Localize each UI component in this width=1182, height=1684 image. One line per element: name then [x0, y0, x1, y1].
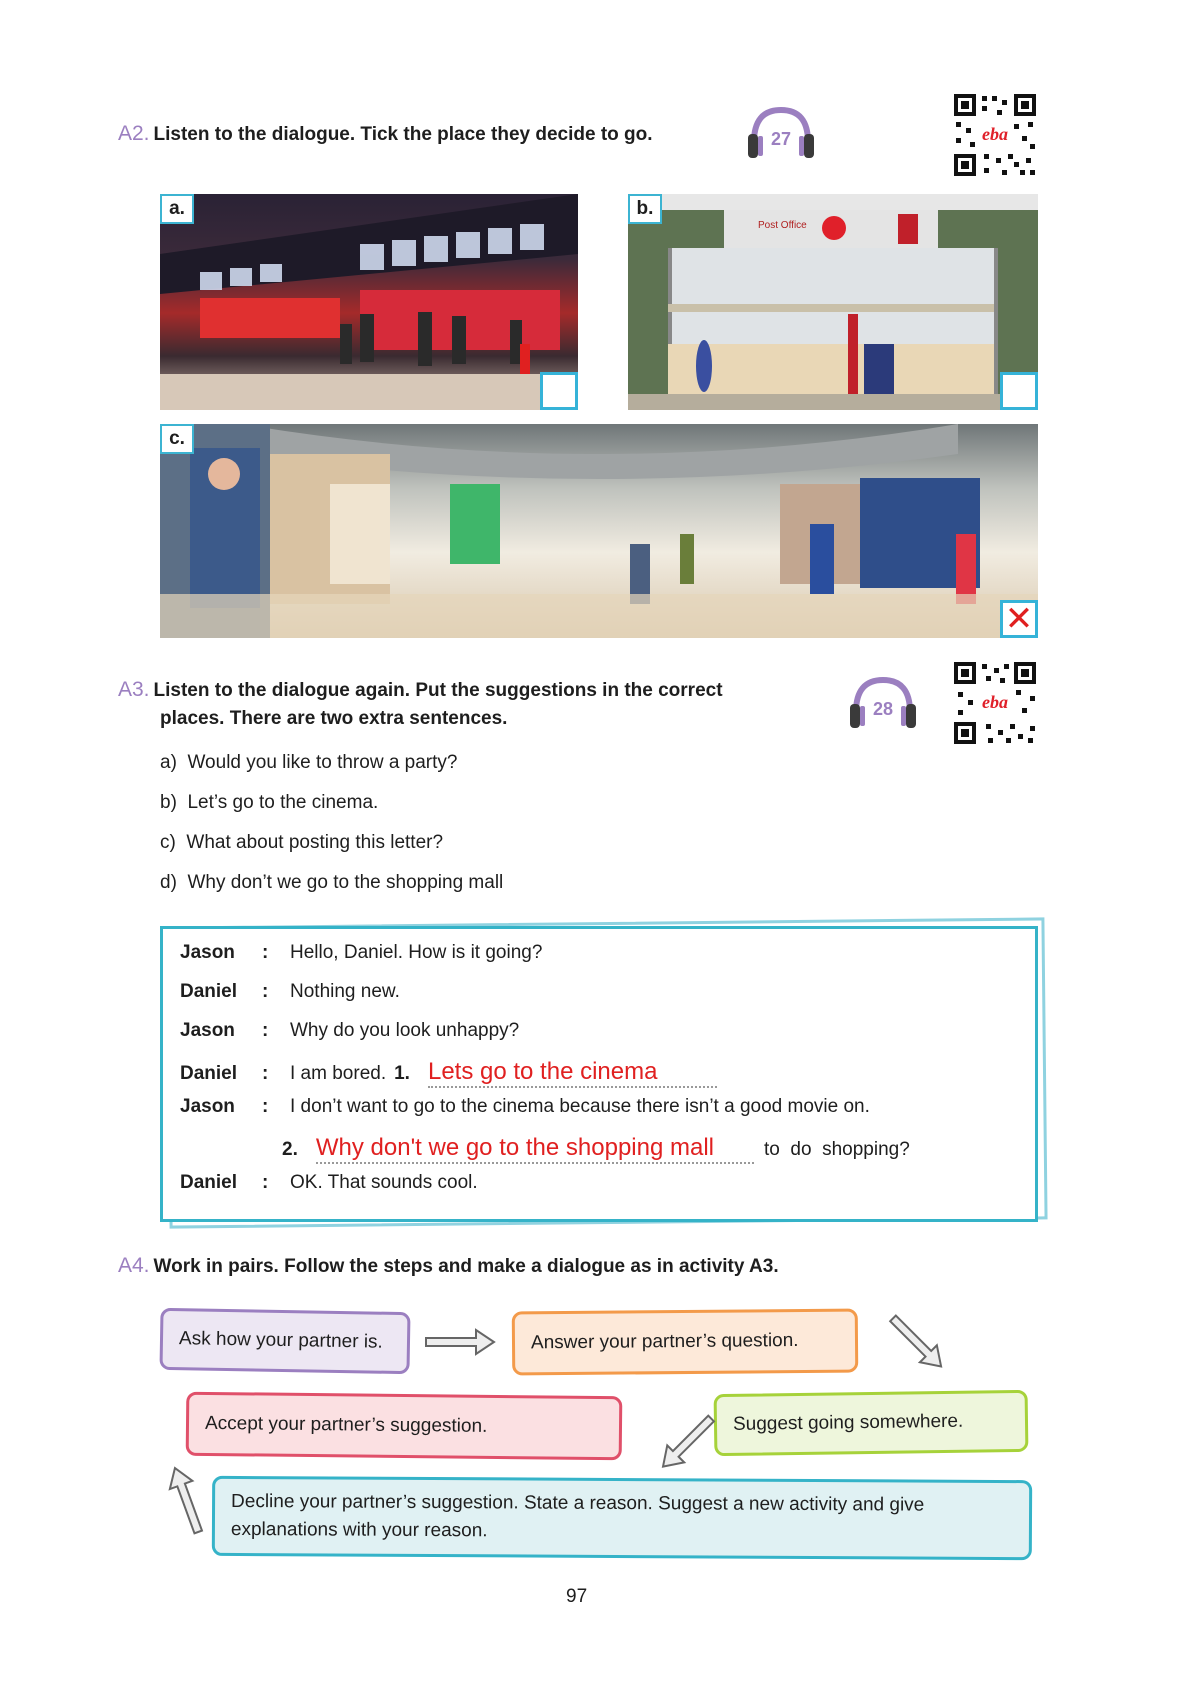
step-ask-partner: [159, 1308, 410, 1374]
dialogue-text: OK. That sounds cool.: [290, 1172, 478, 1193]
option-text: What about posting this letter?: [186, 832, 444, 853]
speaker-name: Jason: [180, 1096, 235, 1117]
dialogue-line-1: [180, 942, 542, 964]
dialogue-line-3: [180, 1020, 519, 1042]
arrow-right-icon: [424, 1326, 496, 1361]
a4-title: Work in pairs. Follow the steps and make a dialogue as in activity A3.: [153, 1256, 779, 1277]
option-c: [160, 832, 443, 854]
headphones-icon[interactable]: [846, 674, 920, 734]
option-d: [160, 872, 503, 894]
a2-label: A2.: [118, 122, 150, 145]
option-b: [160, 792, 378, 814]
option-text: Why don’t we go to the shopping mall: [187, 872, 504, 893]
eba-logo: eba: [976, 122, 1014, 146]
step-text: Answer your partner’s question.: [530, 1330, 799, 1354]
colon: :: [262, 981, 269, 1002]
option-letter: c): [160, 832, 176, 853]
colon: :: [262, 942, 269, 963]
tick-box-a[interactable]: [540, 372, 578, 410]
step-suggest-going: [714, 1390, 1029, 1456]
a4-label: A4.: [118, 1254, 150, 1277]
dialogue-line-6: [282, 1134, 910, 1164]
a2-title: Listen to the dialogue. Tick the place they decide to go.: [153, 124, 653, 145]
blank-number: 2.: [282, 1139, 298, 1160]
option-text: Let’s go to the cinema.: [187, 792, 379, 813]
arrow-down-left-icon: [648, 1404, 724, 1480]
qr-code-icon[interactable]: [952, 92, 1038, 178]
qr-code-icon[interactable]: [952, 660, 1038, 746]
track-number: 28: [872, 699, 894, 719]
step-answer-question: [512, 1308, 859, 1375]
tick-box-b[interactable]: [1000, 372, 1038, 410]
dialogue-text: Why do you look unhappy?: [290, 1020, 520, 1041]
speaker-name: Daniel: [180, 1172, 238, 1193]
step-text: Accept your partner’s suggestion.: [204, 1412, 488, 1437]
option-letter: a): [160, 752, 177, 773]
photo-a-label: a.: [160, 194, 194, 224]
speaker-name: Daniel: [180, 1063, 238, 1084]
step-text: Decline your partner’s suggestion. State a reason. Suggest a new activity and give: [231, 1490, 925, 1516]
option-a: [160, 752, 457, 774]
dialogue-text: I don’t want to go to the cinema because there isn’t a good movie on.: [290, 1096, 870, 1117]
dialogue-text: Hello, Daniel. How is it going?: [290, 942, 543, 963]
speaker-name: Jason: [180, 942, 235, 963]
dialogue-line-2: [180, 981, 400, 1003]
photo-b-post-office: [628, 194, 1038, 410]
dialogue-line-5: [180, 1096, 870, 1118]
dialogue-line-7: [180, 1172, 478, 1194]
dialogue-text: to do shopping?: [764, 1139, 910, 1160]
a3-label: A3.: [118, 678, 150, 701]
dialogue-text: I am bored.: [290, 1063, 387, 1084]
cross-mark-icon: ✕: [1004, 600, 1034, 638]
option-letter: b): [160, 792, 177, 813]
a3-heading: [118, 678, 723, 702]
arrow-down-right-icon: [878, 1306, 954, 1382]
step-accept-suggestion: [186, 1392, 623, 1461]
eba-logo: eba: [976, 690, 1014, 714]
option-letter: d): [160, 872, 177, 893]
step-text: Suggest going somewhere.: [732, 1410, 964, 1435]
answer-field-1[interactable]: Lets go to the cinema: [428, 1058, 717, 1088]
colon: :: [262, 1096, 269, 1117]
blank-number: 1.: [394, 1063, 410, 1084]
photo-a-cinema: [160, 194, 578, 410]
dialogue-text: Nothing new.: [290, 981, 400, 1002]
colon: :: [262, 1063, 269, 1084]
a3-title-line2: places. There are two extra sentences.: [160, 708, 508, 729]
step-decline-suggestion: [212, 1476, 1032, 1560]
headphones-icon[interactable]: [744, 104, 818, 164]
post-office-sign: Post Office: [758, 220, 807, 231]
arrow-up-icon: [159, 1460, 217, 1540]
photo-c-shopping-mall: [160, 424, 1038, 638]
colon: :: [262, 1172, 269, 1193]
step-text: Ask how your partner is.: [178, 1328, 383, 1353]
page-number: 97: [566, 1586, 588, 1607]
speaker-name: Daniel: [180, 981, 238, 1002]
dialogue-line-4: [180, 1058, 717, 1088]
option-text: Would you like to throw a party?: [187, 752, 458, 773]
colon: :: [262, 1020, 269, 1041]
a3-title-line1: Listen to the dialogue again. Put the suggestions in the correct: [153, 680, 723, 701]
photo-c-label: c.: [160, 424, 194, 454]
a4-heading: [118, 1254, 779, 1278]
speaker-name: Jason: [180, 1020, 235, 1041]
tick-box-c[interactable]: [1000, 600, 1038, 638]
photo-b-label: b.: [628, 194, 662, 224]
a2-heading: [118, 122, 653, 146]
step-text-line2: explanations with your reason.: [230, 1518, 488, 1542]
answer-field-2[interactable]: Why don't we go to the shopping mall: [316, 1134, 754, 1164]
track-number: 27: [770, 129, 792, 149]
